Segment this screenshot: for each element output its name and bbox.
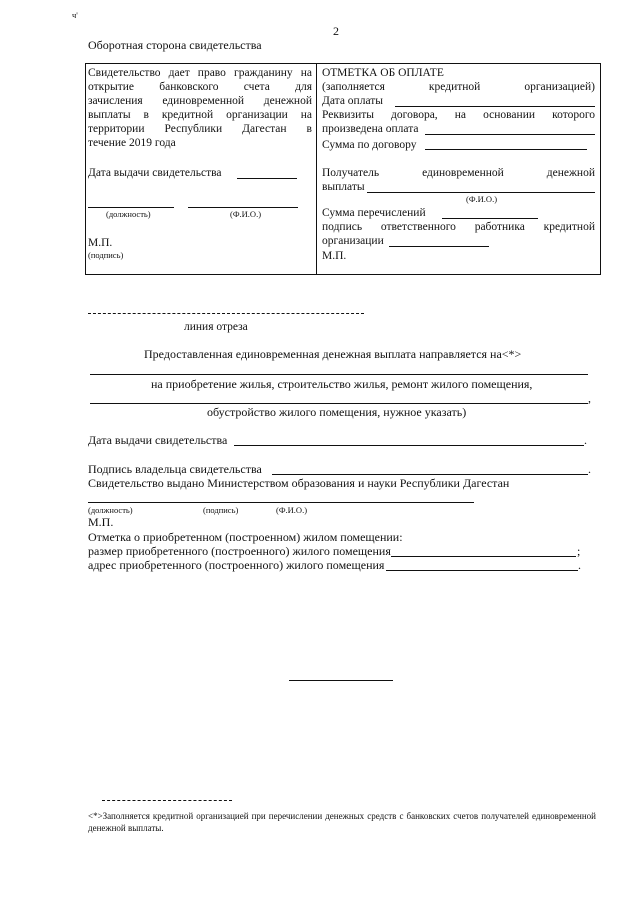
payment-direction: Предоставленная единовременная денежная выплата направляется на<*> [144,347,522,361]
payment-date-label: Дата оплаты [322,95,383,107]
recipient-label-2: выплаты [322,181,365,193]
housing-size-label: размер приобретенного (построенного) жилого помещения [88,544,391,558]
housing-size-line [391,556,576,557]
left-paragraph [88,66,312,150]
left-para-line-6: течение 2019 года [88,137,176,149]
center-separator [289,680,393,681]
official-name-caption: (Ф.И.О.) [276,505,308,515]
payment-mark-section [322,66,595,94]
page-number: 2 [333,24,339,38]
housing-address-line [386,570,578,571]
contract-details-line [425,134,595,135]
payment-direction-line-1 [90,374,588,375]
official-signature-line [88,502,474,503]
recipient-label: Получатель единовременной денежной [322,167,595,179]
footnote: <*>Заполняется кредитной организацией при перечислении денежных средств с банковских счетов получателей единовременной денежной выплаты. [88,811,596,833]
issue-date-label: Дата выдачи свидетельства [88,433,228,447]
right-seal: М.П. [322,250,347,262]
payment-direction-line-2 [90,403,588,404]
purpose-line-1: на приобретение жилья, строительство жилья, ремонт жилого помещения, [151,377,533,391]
official-signature-caption: (подпись) [203,505,239,515]
holder-signature-label: Подпись владельца свидетельства [88,462,262,476]
left-para-line-1: Свидетельство дает право гражданину на [88,67,312,79]
housing-mark-label: Отметка о приобретенном (построенном) жилом помещении: [88,530,403,544]
employee-signature-line [389,246,489,247]
page-heading: Оборотная сторона свидетельства [88,38,262,52]
corner-mark: ч' [72,10,78,20]
recipient-line [367,192,595,193]
left-issue-date-label: Дата выдачи свидетельства [88,167,222,179]
recipient-name-caption: (Ф.И.О.) [466,194,498,204]
contract-sum-line [425,149,587,150]
cut-line [88,313,364,314]
left-signature-caption: (подпись) [88,250,124,260]
payment-mark-title: ОТМЕТКА ОБ ОПЛАТЕ [322,67,444,79]
box-divider [316,63,317,274]
left-para-line-5: территории Республики Дагестан в [88,123,312,135]
contract-sum-label: Сумма по договору [322,139,417,151]
housing-address-label: адрес приобретенного (построенного) жилого помещения [88,558,385,572]
left-seal: М.П. [88,237,113,249]
left-issue-date-line [237,178,297,179]
left-name-caption: (Ф.И.О.) [230,209,262,219]
official-position-caption: (должность) [88,505,133,515]
left-name-line [188,207,298,208]
payment-filled-by: (заполняется кредитной организацией) [322,81,595,93]
employee-signature-label: подпись ответственного работника кредитной [322,221,595,233]
contract-details-label-2: произведена оплата [322,123,419,135]
left-para-line-2: открытие банковского счета для [88,81,312,93]
footnote-separator [102,800,232,801]
left-para-line-3: зачисления единовременной денежной [88,95,312,107]
left-position-caption: (должность) [106,209,151,219]
employee-signature-label-2: организации [322,235,384,247]
payment-date-line [395,106,595,107]
transfer-sum-line [442,218,538,219]
left-para-line-4: выплаты в кредитной организации на [88,109,312,121]
issued-by: Свидетельство выдано Министерством образования и науки Республики Дагестан [88,476,510,490]
purpose-line-2: обустройство жилого помещения, нужное указать) [207,405,467,419]
contract-details-label: Реквизиты договора, на основании которого [322,109,595,121]
cut-line-label: линия отреза [184,321,248,333]
transfer-sum-label: Сумма перечислений [322,207,426,219]
official-seal: М.П. [88,515,114,529]
holder-signature-line [272,474,588,475]
left-position-line [88,207,174,208]
issue-date-line [234,445,584,446]
